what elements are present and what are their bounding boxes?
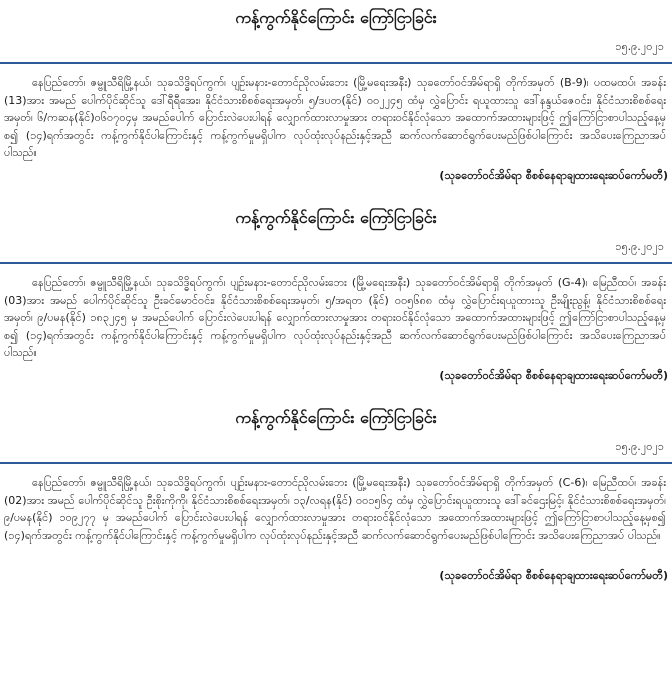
notice-signature: (သုခတော်ဝင်အိမ်ရာ စီစစ်နေရာချထားရေးဆပ်ကော်မတီ)	[439, 369, 668, 382]
notice-date: ၁၅.၉.၂၀၂၁	[615, 40, 664, 53]
notice-title: ကန့်ကွက်နိုင်ကြောင်း ကြော်ငြာခြင်း	[235, 208, 437, 227]
notice-signature: (သုခတော်ဝင်အိမ်ရာ စီစစ်နေရာချထားရေးဆပ်ကော်မတီ)	[439, 569, 668, 582]
notice-1	[0, 0, 672, 184]
notice-body: နေပြည်တော်၊ ဇမ္ဗူသီရိမြို့နယ်၊ သုခသိဒ္ဓိရပ်ကွက်၊ ပျဉ်းမနား-တောင်ညိုလမ်းဘေး (မြို့မရေးအနီး) သုခတော်ဝင်အိမ်ရာရှိ တိုက်အမှတ် (G-4)၊ မြေညီထပ်၊ အခန်း (03)အား အမည် ပေါက်ပိုင်ဆိုင်သူ ဦးခင်မောင်ဝင်း၊ နိုင်ငံသားစိစစ်ရေးအမှတ်၊ ၅/အရတ (နိုင်) ၀၀၅၆၈၈ ထံမှ လွှဲပြောင်းရယူထားသူ ဦးမျိုးညွန့်၊ နိုင်ငံသားစိစစ်ရေးအမှတ်၊ ၉/ပမန(နိုင်) ၁၈၃၂၄၅ မှ အမည်ပေါက် ပြောင်းလဲပေးပါရန် လျှောက်ထားလာမှုအား တရားဝင်နိုင်လုံသော အထောက်အထားများဖြင့် ဤကြော်ငြာစာပါသည့်နေ့မှစ၍ (၁၄)ရက်အတွင်း ကန့်ကွက်နိုင်ပါကြောင်းနှင့် ကန့်ကွက်မှုမရှိပါက လုပ်ထုံးလုပ်နည်းနှင့်အညီ ဆက်လက်ဆောင်ရွက်ပေးမည်ဖြစ်ပါကြောင်း အသိပေးကြေညာအပ် ပါသည်။	[4, 276, 666, 359]
section-spacer	[0, 184, 672, 200]
notice-2	[0, 200, 672, 384]
notice-date: ၁၅.၉.၂၀၂၁	[615, 440, 664, 453]
section-spacer	[0, 384, 672, 400]
notice-body: နေပြည်တော်၊ ဇမ္ဗူသီရိမြို့နယ်၊ သုခသိဒ္ဓိရပ်ကွက်၊ ပျဉ်းမနား-တောင်ညိုလမ်းဘေး (မြို့မရေးအနီး) သုခတော်ဝင်အိမ်ရာရှိ တိုက်အမှတ် (B-9)၊ ပထမထပ်၊ အခန်း (13)အား အမည် ပေါက်ပိုင်ဆိုင်သူ ဒေါ်ရီရီအေး၊ နိုင်ငံသားစိစစ်ရေးအမှတ်၊ ၅/ဒပတ(နိုင်) ၀၀၂၂၄၅ ထံမှ လွှဲပြောင်း ရယူထားသူ ဒေါ်နန္ဒယ်ဇေဝင်း၊ နိုင်ငံသားစိစစ်ရေးအမှတ်၊ ၆/ကဆန(နိုင်)၀၆၀၇၀၄မှ အမည်ပေါက် ပြောင်းလဲပေးပါရန် လျှောက်ထားလာမှုအား တရားဝင်နိုင်လုံသော အထောက်အထားများဖြင့် ဤကြော်ငြာစာပါသည့်နေ့မှစ၍ (၁၄)ရက်အတွင်း ကန့်ကွက်နိုင်ပါကြောင်းနှင့် ကန့်ကွက်မှုမရှိပါက လုပ်ထုံးလုပ်နည်းနှင့်အညီ ဆက်လက်ဆောင်ရွက်ပေးမည်ဖြစ်ပါကြောင်း အသိပေးကြေညာအပ် ပါသည်။	[4, 76, 666, 159]
notice-date: ၁၅.၉.၂၀၂၁	[615, 240, 664, 253]
notice-signature: (သုခတော်ဝင်အိမ်ရာ စီစစ်နေရာချထားရေးဆပ်ကော်မတီ)	[439, 169, 668, 182]
notice-title: ကန့်ကွက်နိုင်ကြောင်း ကြော်ငြာခြင်း	[235, 8, 437, 27]
notice-title: ကန့်ကွက်နိုင်ကြောင်း ကြော်ငြာခြင်း	[235, 408, 437, 427]
notice-body: နေပြည်တော်၊ ဇမ္ဗူသီရိမြို့နယ်၊ သုခသိဒ္ဓိရပ်ကွက်၊ ပျဉ်းမနား-တောင်ညိုလမ်းဘေး (မြို့မရေးအနီး) သုခတော်ဝင်အိမ်ရာရှိ တိုက်အမှတ် (C-6)၊ မြေညီထပ်၊ အခန်း (02)အား အမည် ပေါက်ပိုင်ဆိုင်သူ ဦးစိုးကိုကို၊ နိုင်ငံသားစိစစ်ရေးအမှတ်၊ ၁၃/လရန(နိုင်) ၀၀၁၅၆၄ ထံမှ လွှဲပြောင်းရယူထားသူ ဒေါ်ခင်ဌေးမြင့်၊ နိုင်ငံသားစိစစ်ရေးအမှတ်၊ ၉/ပမန(နိုင်) ၁၀၉၂၇၇ မှ အမည်ပေါက် ပြောင်းလဲပေးပါရန် လျှောက်ထားလာမှုအား တရားဝင်နိုင်လုံသော အထောက်အထားများဖြင့် ဤကြော်ငြာစာပါသည့်နေ့မှစ၍ (၁၄)ရက်အတွင်း ကန့်ကွက်နိုင်ပါကြောင်းနှင့် ကန့်ကွက်မှုမရှိပါက လုပ်ထုံးလုပ်နည်းနှင့်အညီ ဆက်လက်ဆောင်ရွက်ပေးမည်ဖြစ်ပါကြောင်း အသိပေးကြေညာအပ် ပါသည်။	[4, 476, 666, 542]
notice-3	[0, 400, 672, 584]
